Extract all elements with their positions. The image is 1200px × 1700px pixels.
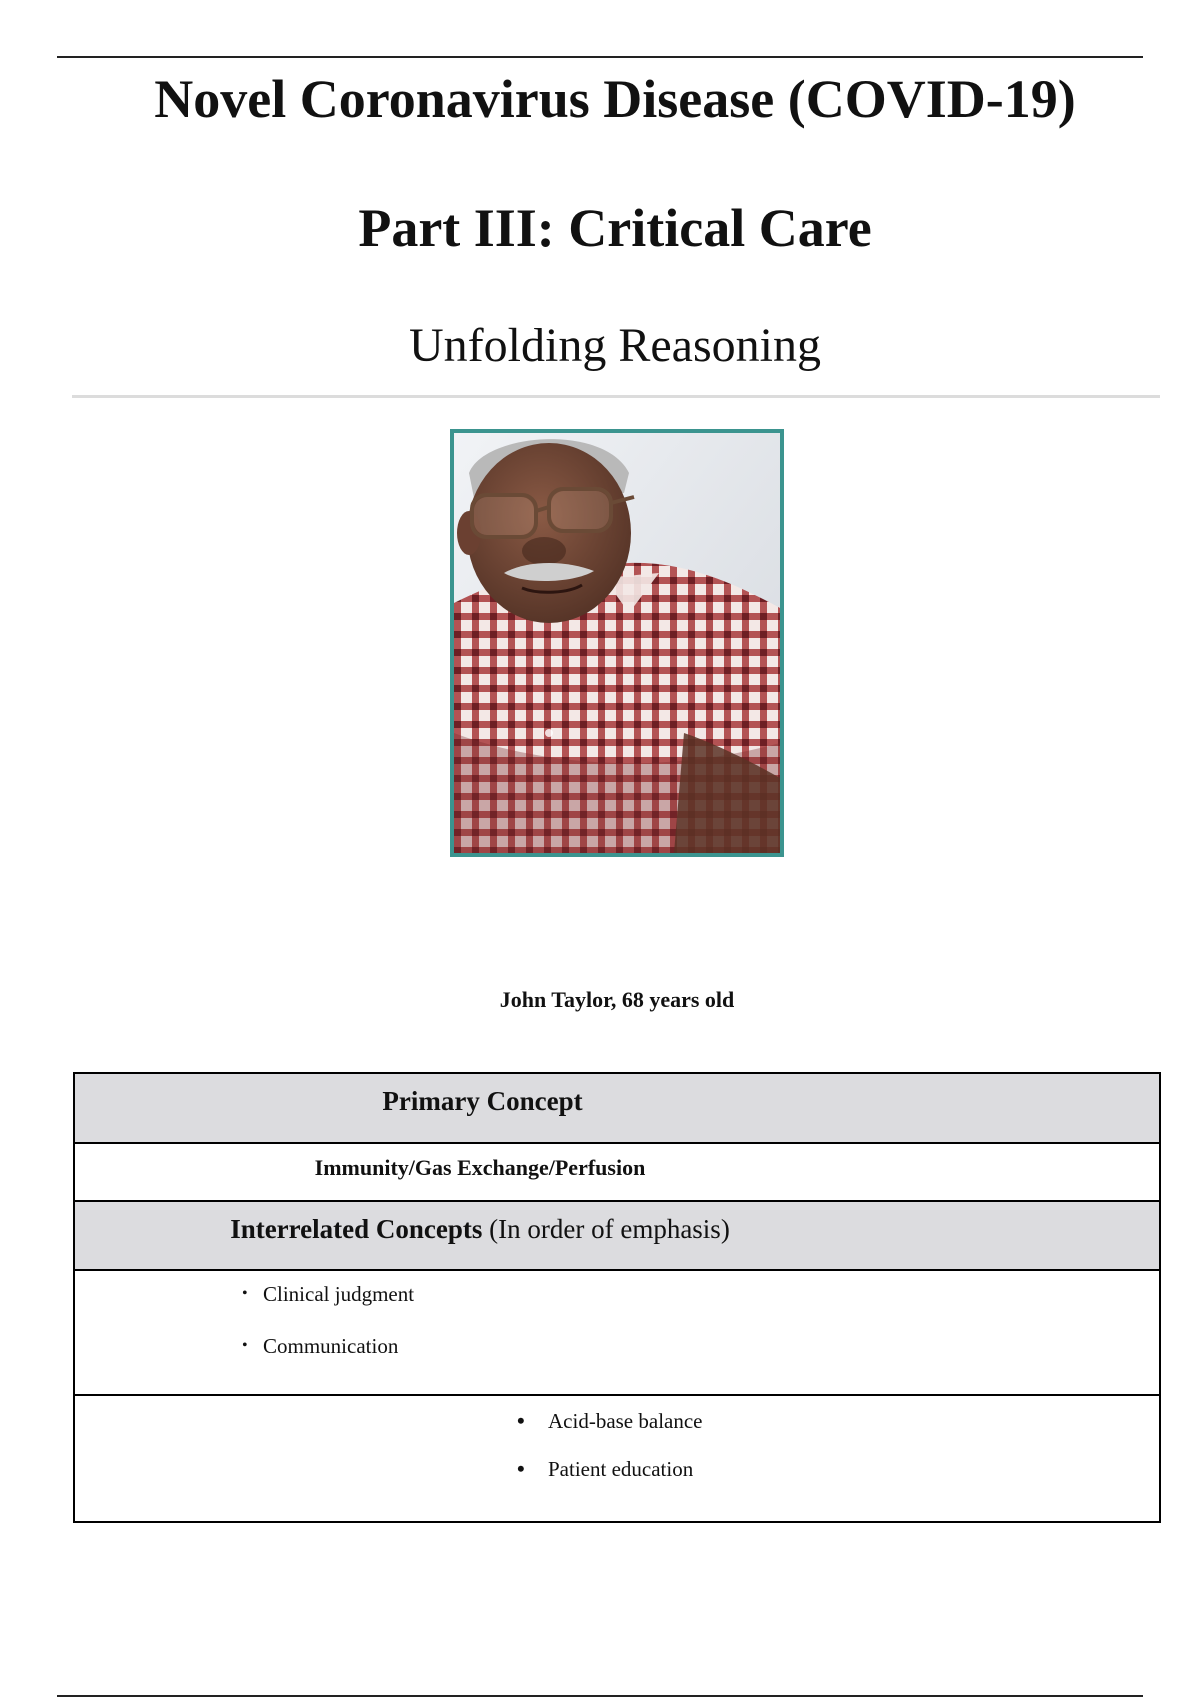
bullet-icon: • bbox=[242, 1285, 248, 1302]
primary-concept-header-row bbox=[75, 1074, 1159, 1142]
interrelated-concepts-header bbox=[75, 1212, 885, 1246]
document-title: Novel Coronavirus Disease (COVID-19) bbox=[154, 69, 1076, 129]
bullet-icon: • bbox=[517, 1456, 525, 1481]
primary-concept-row bbox=[75, 1142, 1159, 1200]
interrelated-concepts-header-row bbox=[75, 1200, 1159, 1269]
part-title: Part III: Critical Care bbox=[358, 198, 872, 258]
list-item-label: Acid-base balance bbox=[548, 1409, 703, 1433]
list-item bbox=[441, 1455, 703, 1503]
bullet-icon: • bbox=[517, 1408, 525, 1433]
section-divider bbox=[72, 395, 1160, 398]
list-item bbox=[185, 1280, 414, 1332]
list-item-label: Patient education bbox=[548, 1457, 694, 1481]
list-item-label: Clinical judgment bbox=[263, 1282, 415, 1306]
concepts-table bbox=[73, 1072, 1161, 1523]
list-item-label: Communication bbox=[263, 1334, 399, 1358]
interrelated-concepts-note: (In order of emphasis) bbox=[489, 1214, 730, 1244]
bottom-rule bbox=[57, 1695, 1143, 1697]
interrelated-concepts-row-b bbox=[75, 1394, 1159, 1521]
top-rule bbox=[57, 56, 1143, 58]
list-item bbox=[441, 1407, 703, 1455]
patient-portrait bbox=[450, 429, 784, 857]
primary-concept-value: Immunity/Gas Exchange/Perfusion bbox=[314, 1155, 646, 1180]
patient-portrait-icon bbox=[454, 433, 780, 853]
list-item bbox=[185, 1332, 414, 1384]
interrelated-concepts-title: Interrelated Concepts bbox=[230, 1214, 483, 1244]
concept-list-b bbox=[441, 1407, 703, 1503]
concept-list-a bbox=[185, 1280, 414, 1384]
interrelated-concepts-row-a bbox=[75, 1269, 1159, 1394]
primary-concept-header: Primary Concept bbox=[382, 1086, 583, 1116]
patient-caption: John Taylor, 68 years old bbox=[499, 987, 735, 1012]
bullet-icon: • bbox=[242, 1337, 248, 1354]
document-subtitle: Unfolding Reasoning bbox=[409, 319, 821, 372]
